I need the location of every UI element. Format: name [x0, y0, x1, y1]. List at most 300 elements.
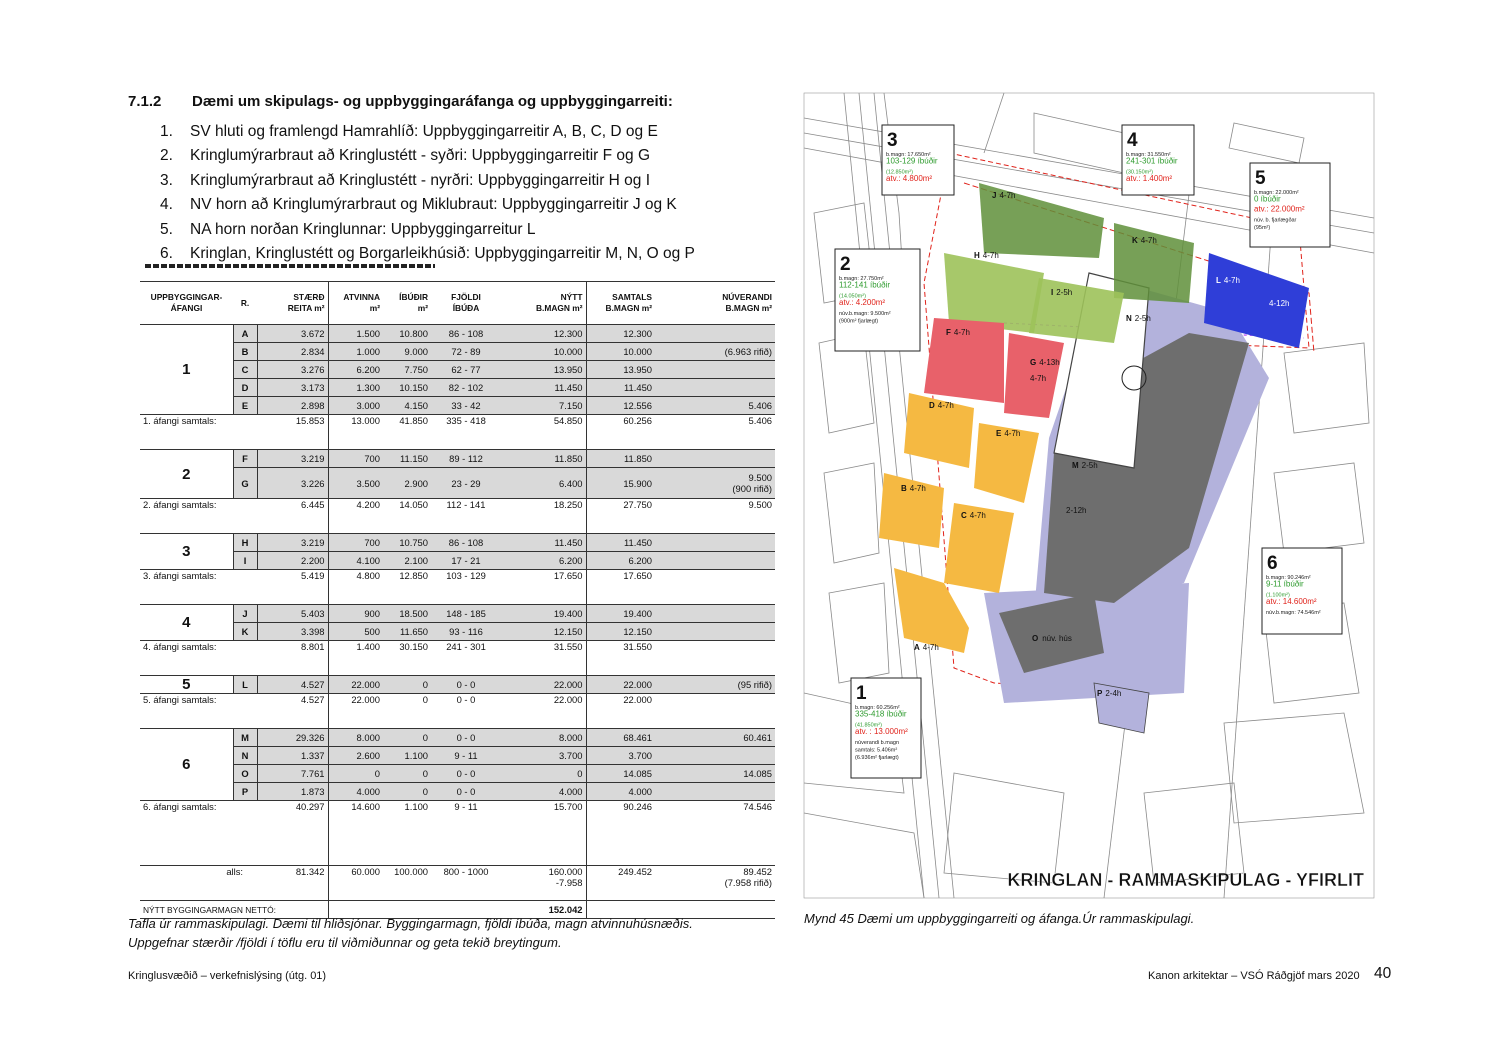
table-cell: 0 - 0 [431, 783, 501, 801]
table-cell: 74.546 [743, 801, 772, 812]
list-number: 2. [160, 147, 173, 165]
parcel-label-m: M 2-5h [1072, 461, 1098, 470]
table-cell: 17.650 [553, 570, 583, 581]
table-cell: 5 [140, 676, 233, 694]
table-cell: 1.873 [257, 783, 328, 801]
list-text: SV hluti og framlengd Hamrahlíð: Uppbyggingarreitir A, B, C, D og E [190, 123, 658, 140]
table-cell [140, 835, 328, 866]
table-cell [140, 818, 328, 835]
phase-box-line: b.magn: 27.750m² [839, 276, 884, 282]
table-cell [328, 711, 586, 729]
table-cell [655, 605, 775, 623]
phase-box-1 [851, 678, 921, 778]
table-cell: 62 - 77 [431, 361, 501, 379]
table-cell [328, 835, 586, 866]
table-cell: B [233, 343, 257, 361]
parcel-label-l-2: 4-12h [1269, 299, 1290, 308]
table-cell: 3.219 [257, 450, 328, 468]
table-cell: 29.326 [257, 729, 328, 747]
table-cell: 8.000 [328, 729, 383, 747]
table-cell: 0 - 0 [431, 729, 501, 747]
table-cell: 3. áfangi samtals: [143, 570, 217, 581]
table-cell [655, 325, 775, 343]
table-cell: 2.200 [257, 552, 328, 570]
table-cell: 10.150 [383, 379, 431, 397]
table-row [140, 587, 775, 605]
table-cell: 68.461 [586, 729, 655, 747]
table-cell [140, 432, 328, 450]
table-cell: A [233, 325, 257, 343]
table-cell: 18.250 [553, 499, 583, 510]
site-plan-map [804, 93, 1374, 898]
phase-box-number: 5 [1255, 168, 1266, 189]
grand-current: 89.452 [743, 866, 772, 877]
table-cell: 11.650 [383, 623, 431, 641]
table-row [140, 534, 775, 552]
table-cell: 82 - 102 [431, 379, 501, 397]
table-cell: J [233, 605, 257, 623]
table-cell: 249.452 [586, 866, 655, 901]
table-cell: 3.500 [328, 468, 383, 499]
table-cell: 4.000 [586, 783, 655, 801]
phase-box-line: núverandi b.magn [855, 740, 900, 746]
table-cell: P [233, 783, 257, 801]
phase-box-line: núv. b. fjarlægðar [1254, 217, 1297, 224]
phase-box-5 [1250, 163, 1330, 247]
parcel-label-k: K 4-7h [1132, 236, 1157, 245]
table-cell: 3.226 [257, 468, 328, 499]
table-cell: 0 [422, 694, 428, 705]
table-cell: R. [233, 282, 257, 325]
parcel-label-h: H 4-7h [974, 251, 999, 260]
table-cell: 31.550 [586, 641, 655, 659]
list-item [160, 169, 695, 193]
parcel-label-g: G 4-13h [1030, 358, 1060, 367]
section-number: 7.1.2 [128, 93, 162, 110]
table-row [140, 729, 775, 747]
table-cell [586, 658, 775, 676]
table-cell: 17.650 [586, 570, 655, 588]
table-cell: 11.450 [586, 534, 655, 552]
phase-box-line: atv.: 14.600m² [1266, 597, 1317, 606]
parcel-label-n: N 2-5h [1126, 314, 1151, 323]
table-row [140, 866, 775, 901]
parcel-label-p: P 2-4h [1097, 689, 1122, 698]
table-row [140, 397, 775, 415]
table-cell [655, 866, 775, 901]
list-item [160, 144, 695, 168]
table-cell: 10.750 [383, 534, 431, 552]
table-row [140, 711, 775, 729]
table-cell: 152.042 [501, 901, 586, 919]
phase-box-number: 2 [840, 254, 851, 275]
table-cell: 0 - 0 [431, 765, 501, 783]
table-cell: 4.200 [328, 499, 383, 517]
table-cell: 18.500 [383, 605, 431, 623]
table-cell: 12.850 [399, 570, 428, 581]
table-cell: 7.761 [257, 765, 328, 783]
phase-box-3 [882, 125, 954, 195]
table-cell: 6.445 [301, 499, 325, 510]
table-cell: 31.550 [553, 641, 583, 652]
table-cell: 11.450 [501, 379, 586, 397]
list-number: 6. [160, 244, 173, 262]
table-cell [328, 432, 586, 450]
table-cell: 1.337 [257, 747, 328, 765]
table-row [140, 361, 775, 379]
phase-box-line: 112-141 íbúðir [839, 280, 890, 290]
table-row [140, 835, 775, 866]
table-row [140, 552, 775, 570]
table-cell: 10.000 [586, 343, 655, 361]
table-cell: 0 [383, 765, 431, 783]
list-text: NA horn norðan Kringlunnar: Uppbyggingarreitur L [190, 220, 536, 238]
table-cell [586, 587, 775, 605]
table-cell: 3.276 [257, 361, 328, 379]
table-cell: 3 [140, 534, 233, 570]
table-cell [586, 516, 775, 534]
page-number: 40 [1374, 965, 1392, 982]
table-cell: 112 - 141 [446, 499, 486, 510]
table-cell: 5. áfangi samtals: [143, 694, 217, 705]
table-cell: 2. áfangi samtals: [143, 499, 217, 510]
cropped-table-title [145, 261, 435, 270]
phase-box-line: núv.b.magn: 9.500m² [839, 311, 891, 317]
table-cell: 2.898 [257, 397, 328, 415]
phase-box-line: (30.150m²) [1126, 169, 1153, 176]
table-cell: 4 [140, 605, 233, 641]
table-cell [328, 818, 586, 835]
table-cell [655, 552, 775, 570]
list-item [160, 193, 695, 217]
table-row [140, 379, 775, 397]
list-text: Kringlan, Kringlustétt og Borgarleikhúsið: Uppbyggingarreitir M, N, O og P [190, 244, 695, 262]
table-cell: 9.500 (900 rifið) [655, 468, 775, 499]
table-cell: 700 [328, 534, 383, 552]
table-cell: 14.085 [586, 765, 655, 783]
table-row [140, 747, 775, 765]
table-cell: 4.000 [501, 783, 586, 801]
phase-box-line: 241-301 íbúðir [1126, 156, 1178, 166]
phase-box-line: samtals: 5.406m² [855, 747, 898, 754]
table-row [140, 432, 775, 450]
table-cell: ATVINNA m² [328, 282, 383, 325]
table-cell: 0 [328, 765, 383, 783]
parcel-label-j: J 4-7h [992, 191, 1016, 200]
phase-box-line: (1.100m²) [1266, 592, 1290, 599]
list-text: Kringlumýrarbraut að Kringlustétt - nyrðri: Uppbyggingarreitir H og I [190, 171, 651, 189]
table-cell: 4.527 [257, 676, 328, 694]
table-row [140, 499, 775, 517]
table-cell [655, 570, 775, 588]
table-cell: FJÖLDI ÍBÚÐA [431, 282, 501, 325]
phase-box-line: atv. : 13.000m² [855, 727, 908, 736]
table-cell: 23 - 29 [431, 468, 501, 499]
table-cell [140, 516, 328, 534]
table-cell: 103 - 129 [446, 570, 486, 581]
phase-box-line: (41.850m²) [855, 722, 882, 729]
table-cell: 3.398 [257, 623, 328, 641]
parcel-label-c: C 4-7h [961, 511, 986, 520]
table-cell: M [233, 729, 257, 747]
table-cell: 41.850 [399, 415, 428, 426]
phase-box-number: 4 [1127, 130, 1138, 151]
table-cell [655, 747, 775, 765]
phase-box-number: 3 [887, 130, 898, 151]
table-cell: 7.150 [501, 397, 586, 415]
phase-box-number: 1 [856, 683, 867, 704]
table-row [140, 343, 775, 361]
table-cell: 14.085 [655, 765, 775, 783]
table-cell: 30.150 [399, 641, 428, 652]
phase-box-line: (900m² fjarlægt) [839, 318, 879, 325]
table-cell [328, 658, 586, 676]
table-cell: 5.419 [301, 570, 325, 581]
units-table [140, 281, 775, 919]
phase-box-line: atv.: 4.200m² [839, 298, 886, 307]
phase-box-line: 0 íbúðir [1254, 194, 1281, 204]
table-cell: 6 [140, 729, 233, 801]
table-cell: 1.100 [383, 747, 431, 765]
table-cell: 17 - 21 [431, 552, 501, 570]
table-cell: 241 - 301 [446, 641, 486, 652]
table-caption [128, 914, 693, 952]
parcel-label-i: I 2-5h [1051, 288, 1073, 297]
table-cell: 12.150 [586, 623, 655, 641]
table-cell: 22.000 [586, 676, 655, 694]
phase-box-6 [1262, 548, 1342, 634]
phase-box-line: atv.: 22.000m² [1254, 204, 1305, 214]
table-cell: F [233, 450, 257, 468]
table-cell: 11.850 [501, 450, 586, 468]
table-cell: 33 - 42 [431, 397, 501, 415]
table-cell: N [233, 747, 257, 765]
table-cell: 0 [383, 676, 431, 694]
table-cell: 9.500 [748, 499, 772, 510]
table-cell: 1.000 [328, 343, 383, 361]
table-cell: 6.200 [328, 361, 383, 379]
table-cell: 1. áfangi samtals: [143, 415, 217, 426]
table-cell: 9.000 [383, 343, 431, 361]
table-cell: K [233, 623, 257, 641]
table-cell: 40.297 [295, 801, 325, 812]
table-cell: 900 [328, 605, 383, 623]
footer-left: Kringlusvæðið – verkefnislýsing (útg. 01) [128, 970, 327, 982]
table-cell: 5.403 [257, 605, 328, 623]
table-cell: 4.800 [328, 570, 383, 588]
table-cell: 3.000 [328, 397, 383, 415]
table-caption-line-1: Tafla úr rammaskipulagi. Dæmi til hliðsjónar. Byggingarmagn, fjöldi íbúða, magn atvinnuhúsnæðis. [128, 916, 693, 931]
table-row [140, 641, 775, 659]
table-cell [140, 711, 328, 729]
table-row [140, 765, 775, 783]
table-cell [140, 587, 328, 605]
table-row [140, 415, 775, 433]
phase-box-line: (6.936m² fjarlægt) [855, 755, 899, 761]
table-cell: 72 - 89 [431, 343, 501, 361]
list-number: 1. [160, 123, 173, 140]
table-cell: ÍBÚÐIR m² [383, 282, 431, 325]
table-cell: 6.200 [501, 552, 586, 570]
table-cell: 3.700 [501, 747, 586, 765]
parcel-label-m-2: 2-12h [1066, 506, 1087, 515]
table-cell: (95 rifið) [655, 676, 775, 694]
table-cell: UPPBYGGINGAR- ÁFANGI [140, 282, 233, 325]
table-cell: SAMTALS B.MAGN m² [586, 282, 655, 325]
table-cell: NÚVERANDI B.MAGN m² [655, 282, 775, 325]
phase-box-line: atv.: 4.800m² [886, 174, 933, 183]
list-number: 5. [160, 220, 173, 238]
table-cell: G [233, 468, 257, 499]
parcel-label-l: L 4-7h [1216, 276, 1240, 285]
table-cell: 1.100 [404, 801, 428, 812]
table-cell: 4.150 [383, 397, 431, 415]
table-cell: 7.750 [383, 361, 431, 379]
phase-box-line: 9-11 íbúðir [1266, 579, 1304, 589]
figure-caption: Mynd 45 Dæmi um uppbyggingarreiti og áfanga.Úr rammaskipulagi. [804, 911, 1195, 926]
footer-right: Kanon arkitektar – VSÓ Ráðgjöf mars 2020 [1148, 970, 1360, 982]
table-row [140, 450, 775, 468]
table-cell: 12.300 [586, 325, 655, 343]
table-cell: 22.000 [586, 694, 655, 712]
table-cell: 1 [140, 325, 233, 415]
table-cell: 2.900 [383, 468, 431, 499]
section-title: Dæmi um skipulags- og uppbyggingaráfanga og uppbyggingarreiti: [192, 93, 673, 110]
table-cell: 22.000 [501, 676, 586, 694]
table-cell: 148 - 185 [431, 605, 501, 623]
table-cell: L [233, 676, 257, 694]
table-cell: alls: [140, 866, 257, 901]
table-cell: 60.461 [655, 729, 775, 747]
parcel-label-o: O núv. hús [1032, 634, 1072, 643]
phase-box-line: (12.850m²) [886, 169, 913, 176]
map-title: KRINGLAN - RAMMASKIPULAG - YFIRLIT [1007, 870, 1364, 890]
list-text: NV horn að Kringlumýrarbraut og Miklubraut: Uppbyggingarreitir J og K [190, 196, 677, 214]
table-cell: STÆRÐ REITA m² [257, 282, 328, 325]
table-cell: 12.150 [501, 623, 586, 641]
table-row [140, 516, 775, 534]
table-cell [586, 711, 775, 729]
grand-current-removed: (7.958 rifið) [724, 877, 772, 888]
table-cell [655, 783, 775, 801]
phase-box-4 [1122, 125, 1194, 195]
table-cell: 335 - 418 [446, 415, 486, 426]
parcel-label-a: A 4-7h [914, 643, 939, 652]
table-cell: 6. áfangi samtals: [143, 801, 217, 812]
table-cell: 11.450 [501, 534, 586, 552]
table-cell: 3.700 [586, 747, 655, 765]
table-cell: 10.800 [383, 325, 431, 343]
table-cell: 11.850 [586, 450, 655, 468]
phase-box-line: 335-418 íbúðir [855, 709, 907, 719]
phase-box-line: (95m²) [1254, 225, 1271, 231]
table-cell: 19.400 [586, 605, 655, 623]
table-cell: 10.000 [501, 343, 586, 361]
table-cell: (6.963 rifið) [655, 343, 775, 361]
table-cell: 0 - 0 [431, 676, 501, 694]
phase-box-2 [835, 249, 920, 351]
table-cell: 60.256 [586, 415, 655, 433]
grand-new-removed: -7.958 [555, 877, 583, 888]
table-cell: 13.000 [328, 415, 383, 433]
table-cell: 27.750 [586, 499, 655, 517]
table-cell: 5.406 [655, 397, 775, 415]
table-cell: 13.950 [501, 361, 586, 379]
table-cell: I [233, 552, 257, 570]
table-cell: 22.000 [328, 676, 383, 694]
table-row [140, 468, 775, 499]
parcel-label-b: B 4-7h [901, 484, 926, 493]
table-cell: 54.850 [553, 415, 583, 426]
table-cell: 14.050 [399, 499, 428, 510]
list-item [160, 120, 695, 144]
table-cell: 86 - 108 [431, 534, 501, 552]
table-cell: 3.672 [257, 325, 328, 343]
list-number: 3. [160, 171, 173, 189]
table-row [140, 282, 775, 325]
table-cell: 2.834 [257, 343, 328, 361]
table-cell: 89 - 112 [431, 450, 501, 468]
table-cell: D [233, 379, 257, 397]
table-cell: 5.406 [748, 415, 772, 426]
table-cell: NÝTT BYGGINGARMAGN NETTÓ: [140, 901, 328, 919]
table-cell: 15.900 [586, 468, 655, 499]
parcel-label-e: E 4-7h [996, 429, 1021, 438]
table-cell: 11.450 [586, 379, 655, 397]
table-cell: 14.600 [328, 801, 383, 819]
table-cell: 0 - 0 [456, 694, 476, 705]
table-cell: 81.342 [257, 866, 328, 901]
table-cell: 86 - 108 [431, 325, 501, 343]
table-cell [655, 361, 775, 379]
table-cell: 0 [501, 765, 586, 783]
table-row [140, 623, 775, 641]
phase-box-line: núv.b.magn: 74.546m² [1266, 610, 1321, 616]
table-cell: H [233, 534, 257, 552]
table-cell: 800 - 1000 [431, 866, 501, 901]
table-cell: 9 - 11 [454, 801, 478, 812]
phase-box-line: (14.050m²) [839, 293, 866, 300]
table-cell: 6.200 [586, 552, 655, 570]
phase-box-number: 6 [1267, 553, 1278, 574]
table-cell: 1.300 [328, 379, 383, 397]
table-cell: 0 [383, 783, 431, 801]
table-row [140, 801, 775, 819]
table-cell [655, 623, 775, 641]
phase-box-line: b.magn: 31.550m² [1126, 152, 1171, 158]
table-cell [655, 450, 775, 468]
table-cell [586, 835, 775, 866]
table-cell: 13.950 [586, 361, 655, 379]
table-cell [586, 432, 775, 450]
table-cell: 700 [328, 450, 383, 468]
table-cell [655, 641, 775, 659]
table-cell: 93 - 116 [431, 623, 501, 641]
table-cell: 22.000 [553, 694, 583, 705]
table-cell: 22.000 [328, 694, 383, 712]
table-cell: 11.150 [383, 450, 431, 468]
table-cell: 500 [328, 623, 383, 641]
phase-box-line: b.magn: 22.000m² [1254, 190, 1299, 196]
table-row [140, 605, 775, 623]
table-cell: 0 [383, 729, 431, 747]
table-cell: C [233, 361, 257, 379]
parcel-label-g-2: 4-7h [1030, 374, 1047, 383]
table-cell [140, 658, 328, 676]
phase-box-line: b.magn: 90.246m² [1266, 575, 1311, 581]
table-cell: NÝTT B.MAGN m² [501, 282, 586, 325]
phase-box-line: b.magn: 60.256m² [855, 705, 900, 711]
